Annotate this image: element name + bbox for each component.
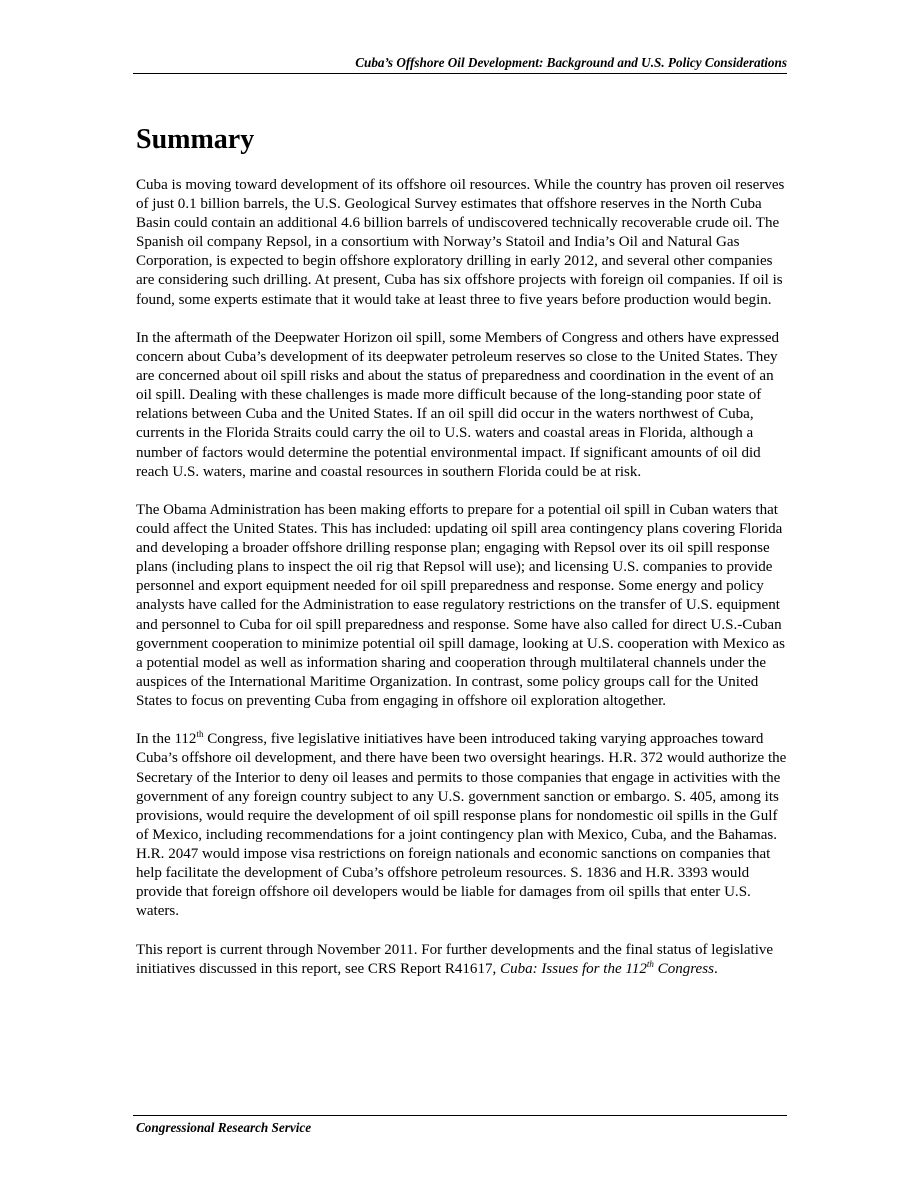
paragraph-4-start: In the 112 bbox=[136, 731, 197, 748]
paragraph-1: Cuba is moving toward development of its offshore oil resources. While the country has proven oil reserves of just 0.1 billion barrels, the U.S. Geological Survey estimates that offshore reserves in the North Cuba Basin could contain an additional 4.6 billion barrels of undiscovered technically recoverable crude oil. The Spanish oil company Repsol, in a consortium with Norway’s Statoil and India’s Oil and Natural Gas Corporation, is expected to begin offshore exploratory drilling in early 2012, and several other companies are considering such drilling. At present, Cuba has six offshore projects with foreign oil companies. If oil is found, some experts estimate that it would take at least three to five years before production would begin. bbox=[136, 177, 785, 308]
running-header bbox=[133, 55, 787, 74]
paragraph-5 bbox=[136, 941, 788, 979]
footer-rule bbox=[133, 1115, 787, 1116]
paragraph-2: In the aftermath of the Deepwater Horizon oil spill, some Members of Congress and others have expressed concern about Cuba’s development of its deepwater petroleum reserves so close to the United States. They are concerned about oil spill risks and about the status of preparedness and coordination in the event of an oil spill. Dealing with these challenges is made more difficult because of the long-standing poor state of relations between Cuba and the United States. If an oil spill did occur in the waters northwest of Cuba, currents in the Florida Straits could carry the oil to U.S. waters and coastal areas in Florida, although a number of factors would determine the potential environmental impact. If significant amounts of oil did reach U.S. waters, marine and coastal resources in southern Florida could be at risk. bbox=[136, 329, 780, 480]
paragraph-5-start: This report is current through November 2011. For further developments and the final status of legislative initiatives discussed in this report, see CRS Report R41617, bbox=[136, 941, 774, 977]
page-title: Summary bbox=[136, 124, 255, 155]
ordinal-superscript: th bbox=[196, 729, 204, 740]
paragraph-4 bbox=[136, 730, 788, 921]
paragraph-5-end: . bbox=[713, 960, 718, 977]
report-title-part-2: Congress bbox=[653, 960, 714, 977]
paragraph-4-rest: Congress, five legislative initiatives have been introduced taking varying approaches toward Cuba’s offshore oil development, and there have been two oversight hearings. H.R. 372 would authorize the Secretary of the Interior to deny oil leases and permits to those companies that engage in activities with the government of any foreign country subject to any U.S. government sanction or embargo. S. 405, among its provisions, would require the development of oil spill response plans for nondomestic oil spills in the Gulf of Mexico, including recommendations for a joint contingency plan with Mexico, Cuba, and the Bahamas. H.R. 2047 would impose visa restrictions on foreign nationals and economic sanctions on companies that help facilitate the development of Cuba’s offshore petroleum resources. S. 1836 and H.R. 3393 would provide that foreign offshore oil developers would be liable for damages from oil spills that enter U.S. waters. bbox=[136, 731, 787, 920]
report-title-part-1: Cuba: Issues for the 112 bbox=[500, 960, 647, 977]
summary-body bbox=[136, 176, 788, 998]
running-title: Cuba’s Offshore Oil Development: Background and U.S. Policy Considerations bbox=[355, 55, 787, 70]
footer-label: Congressional Research Service bbox=[136, 1120, 312, 1135]
report-title-italic bbox=[500, 958, 714, 977]
report-title-superscript: th bbox=[646, 958, 654, 969]
paragraph-3: The Obama Administration has been making efforts to prepare for a potential oil spill in Cuban waters that could affect the United States. This has included: updating oil spill area contingency plans covering Florida and developing a broader offshore drilling response plan; engaging with Repsol over its oil spill response plans (including plans to inspect the oil rig that Repsol will use); and licensing U.S. companies to provide personnel and export equipment needed for oil spill preparedness and response. Some energy and policy analysts have called for the Administration to ease regulatory restrictions on the transfer of U.S. equipment and personnel to Cuba for oil spill preparedness and response. Some have also called for direct U.S.-Cuban government cooperation to minimize potential oil spill damage, looking at U.S. cooperation with Mexico as a potential model as well as information sharing and cooperation through multilateral channels under the auspices of the International Maritime Organization. In contrast, some policy groups call for the United States to focus on preventing Cuba from engaging in offshore oil exploration altogether. bbox=[136, 502, 785, 709]
